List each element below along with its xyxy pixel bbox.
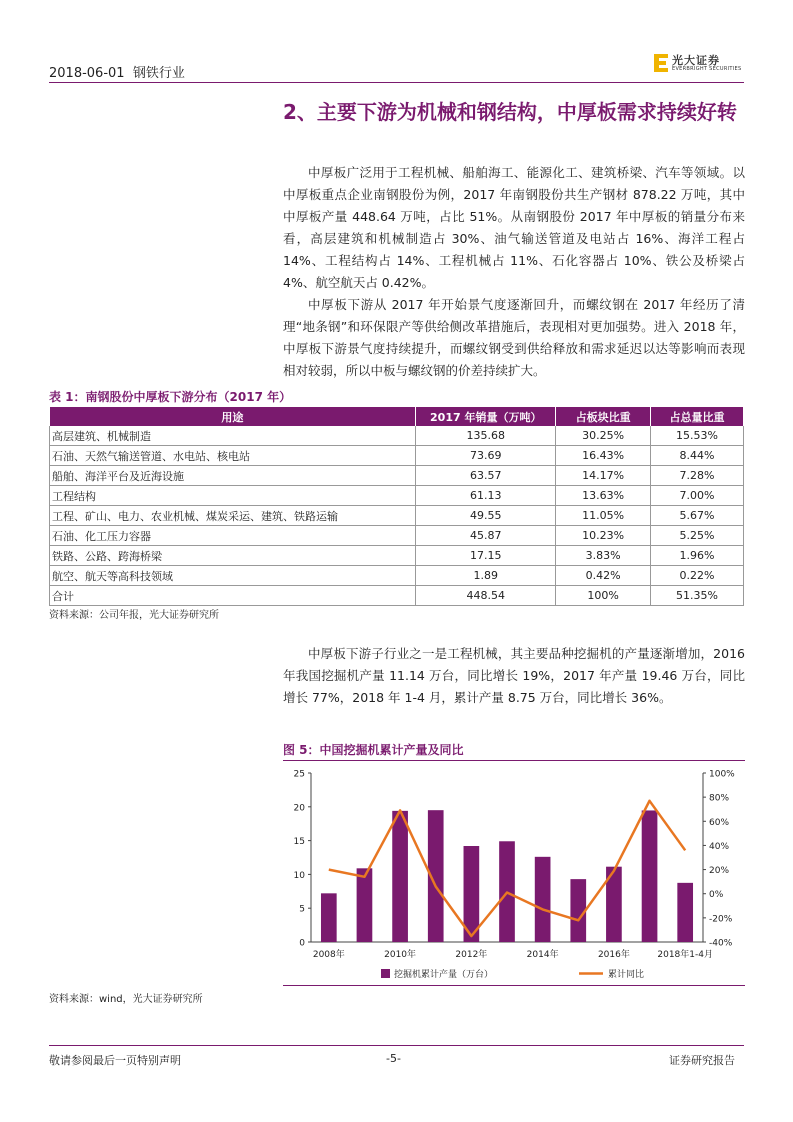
bar-excavator-output <box>392 811 408 942</box>
table-cell-value: 5.25% <box>651 526 744 546</box>
bar-excavator-output <box>357 868 373 942</box>
table-cell-value: 30.25% <box>556 426 651 446</box>
logo-text-cn: 光大证券 <box>672 54 720 67</box>
footer-disclaimer: 敬请参阅最后一页特别声明 <box>49 1054 181 1067</box>
table-cell-value: 1.89 <box>416 566 556 586</box>
table-row <box>50 446 744 466</box>
y-right-tick-label: 20% <box>709 866 730 877</box>
col-header-usage: 用途 <box>50 407 416 426</box>
table-cell-value: 135.68 <box>416 426 556 446</box>
table-row <box>50 466 744 486</box>
table-cell-value: 45.87 <box>416 526 556 546</box>
table-cell-value: 7.00% <box>651 486 744 506</box>
table-cell-value: 10.23% <box>556 526 651 546</box>
table-cell-usage: 工程结构 <box>50 486 416 506</box>
table-cell-value: 1.96% <box>651 546 744 566</box>
table-cell-value: 8.44% <box>651 446 744 466</box>
legend-swatch-bar <box>381 969 390 978</box>
x-tick-label: 2008年 <box>312 950 345 960</box>
x-tick-label: 2012年 <box>455 950 488 960</box>
table-cell-usage: 石油、化工压力容器 <box>50 526 416 546</box>
header-date-industry <box>49 62 185 81</box>
table-cell-value: 16.43% <box>556 446 651 466</box>
y-right-tick-label: 80% <box>709 793 730 804</box>
table-cell-value: 63.57 <box>416 466 556 486</box>
bar-excavator-output <box>642 810 658 942</box>
excavator-chart <box>283 762 745 984</box>
table-cell-usage: 合计 <box>50 586 416 606</box>
col-header-total-share: 占总量比重 <box>651 407 744 426</box>
logo-text-en: EVERBRIGHT SECURITIES <box>672 66 742 72</box>
bar-excavator-output <box>535 857 551 942</box>
table-cell-usage: 工程、矿山、电力、农业机械、煤炭采运、建筑、铁路运输 <box>50 506 416 526</box>
figure-source: 资料来源：wind，光大证券研究所 <box>49 994 203 1005</box>
x-tick-label: 2010年 <box>384 950 417 960</box>
figure-title: 图 5：中国挖掘机累计产量及同比 <box>283 743 464 757</box>
y-right-tick-label: 100% <box>709 769 735 780</box>
table-source: 资料来源：公司年报，光大证券研究所 <box>49 610 219 621</box>
bar-excavator-output <box>321 893 337 942</box>
table-cell-value: 14.17% <box>556 466 651 486</box>
table-row <box>50 546 744 566</box>
y-right-tick-label: -20% <box>709 914 733 925</box>
y-left-tick-label: 15 <box>293 837 305 848</box>
y-right-tick-label: 40% <box>709 841 730 852</box>
footer-report-type: 证券研究报告 <box>669 1054 735 1067</box>
y-left-tick-label: 20 <box>293 803 305 814</box>
table-cell-value: 49.55 <box>416 506 556 526</box>
header-divider <box>49 82 744 83</box>
y-left-tick-label: 25 <box>293 769 305 780</box>
x-tick-label: 2014年 <box>526 950 559 960</box>
table-cell-value: 5.67% <box>651 506 744 526</box>
y-left-tick-label: 0 <box>299 938 305 949</box>
paragraph-3: 中厚板下游子行业之一是工程机械，其主要品种挖掘机的产量逐渐增加，2016 年我国挖掘机产量 11.14 万台，同比增长 19%，2017 年产量 19.46 万台，同比增长 77%，2018 年 1-4 月，累计产量 8.75 万台，同比增长 36%。 <box>283 646 745 705</box>
footer-divider <box>49 1045 744 1046</box>
table-cell-value: 15.53% <box>651 426 744 446</box>
x-tick-label: 2016年 <box>597 950 630 960</box>
table-row <box>50 426 744 446</box>
table-cell-value: 17.15 <box>416 546 556 566</box>
section-title: 2、主要下游为机械和钢结构，中厚板需求持续好转 <box>283 100 737 124</box>
y-right-tick-label: -40% <box>709 938 733 949</box>
table-cell-value: 51.35% <box>651 586 744 606</box>
table-cell-value: 61.13 <box>416 486 556 506</box>
figure-top-divider <box>283 760 745 761</box>
table-cell-value: 0.22% <box>651 566 744 586</box>
y-right-tick-label: 60% <box>709 817 730 828</box>
page-number: -5- <box>386 1052 401 1065</box>
industry-name: 钢铁行业 <box>132 66 185 81</box>
table-row <box>50 486 744 506</box>
paragraph-2: 中厚板下游从 2017 年开始景气度逐渐回升，而螺纹钢在 2017 年经历了清理“地条钢”和环保限产等供给侧改革措施后，表现相对更加强势。进入 2018 年，中厚板下游景气度持续提升，而螺纹钢受到供给释放和需求延迟以达等影响而表现相对较弱，所以中板与螺纹钢的价差持续扩大。 <box>283 297 745 378</box>
figure-bottom-divider <box>283 985 745 986</box>
table-cell-value: 13.63% <box>556 486 651 506</box>
table-row <box>50 506 744 526</box>
table-cell-value: 3.83% <box>556 546 651 566</box>
table-row <box>50 586 744 606</box>
report-date: 2018-06-01 <box>49 66 125 81</box>
table-row <box>50 566 744 586</box>
table-header-row <box>50 407 744 426</box>
y-left-tick-label: 5 <box>299 904 305 915</box>
table-cell-usage: 石油、天然气输送管道、水电站、核电站 <box>50 446 416 466</box>
table-cell-value: 0.42% <box>556 566 651 586</box>
x-tick-label: 2018年1-4月 <box>657 950 713 960</box>
col-header-volume: 2017 年销量（万吨） <box>416 407 556 426</box>
col-header-segment-share: 占板块比重 <box>556 407 651 426</box>
everbright-logo-icon <box>652 52 670 74</box>
table-cell-value: 11.05% <box>556 506 651 526</box>
table-title: 表 1：南钢股份中厚板下游分布（2017 年） <box>49 390 292 404</box>
legend-label-line: 累计同比 <box>608 970 645 980</box>
table-cell-value: 73.69 <box>416 446 556 466</box>
table-cell-usage: 船舶、海洋平台及近海设施 <box>50 466 416 486</box>
paragraph-1: 中厚板广泛用于工程机械、船舶海工、能源化工、建筑桥梁、汽车等领域。以中厚板重点企业南钢股份为例，2017 年南钢股份共生产钢材 878.22 万吨，其中中厚板产量 448.64 万吨，占比 51%。从南钢股份 2017 年中厚板的销量分布来看，高层建筑和机械制造占 30%、油气输送管道及电站占 16%、海洋工程占 14%、工程结构占 14%、工程机械占 11%、石化容器占 10%、铁公及桥梁占 4%、航空航天占 0.42%。 <box>283 165 745 290</box>
bar-excavator-output <box>570 879 586 942</box>
table-cell-usage: 铁路、公路、跨海桥梁 <box>50 546 416 566</box>
downstream-table <box>49 407 744 606</box>
table-cell-value: 100% <box>556 586 651 606</box>
table-row <box>50 526 744 546</box>
table-cell-value: 448.54 <box>416 586 556 606</box>
legend-label-bar: 挖掘机累计产量（万台） <box>394 970 494 980</box>
bar-excavator-output <box>677 883 693 942</box>
y-right-tick-label: 0% <box>709 890 724 901</box>
y-left-tick-label: 10 <box>293 870 305 881</box>
table-cell-value: 7.28% <box>651 466 744 486</box>
table-cell-usage: 航空、航天等高科技领域 <box>50 566 416 586</box>
table-cell-usage: 高层建筑、机械制造 <box>50 426 416 446</box>
